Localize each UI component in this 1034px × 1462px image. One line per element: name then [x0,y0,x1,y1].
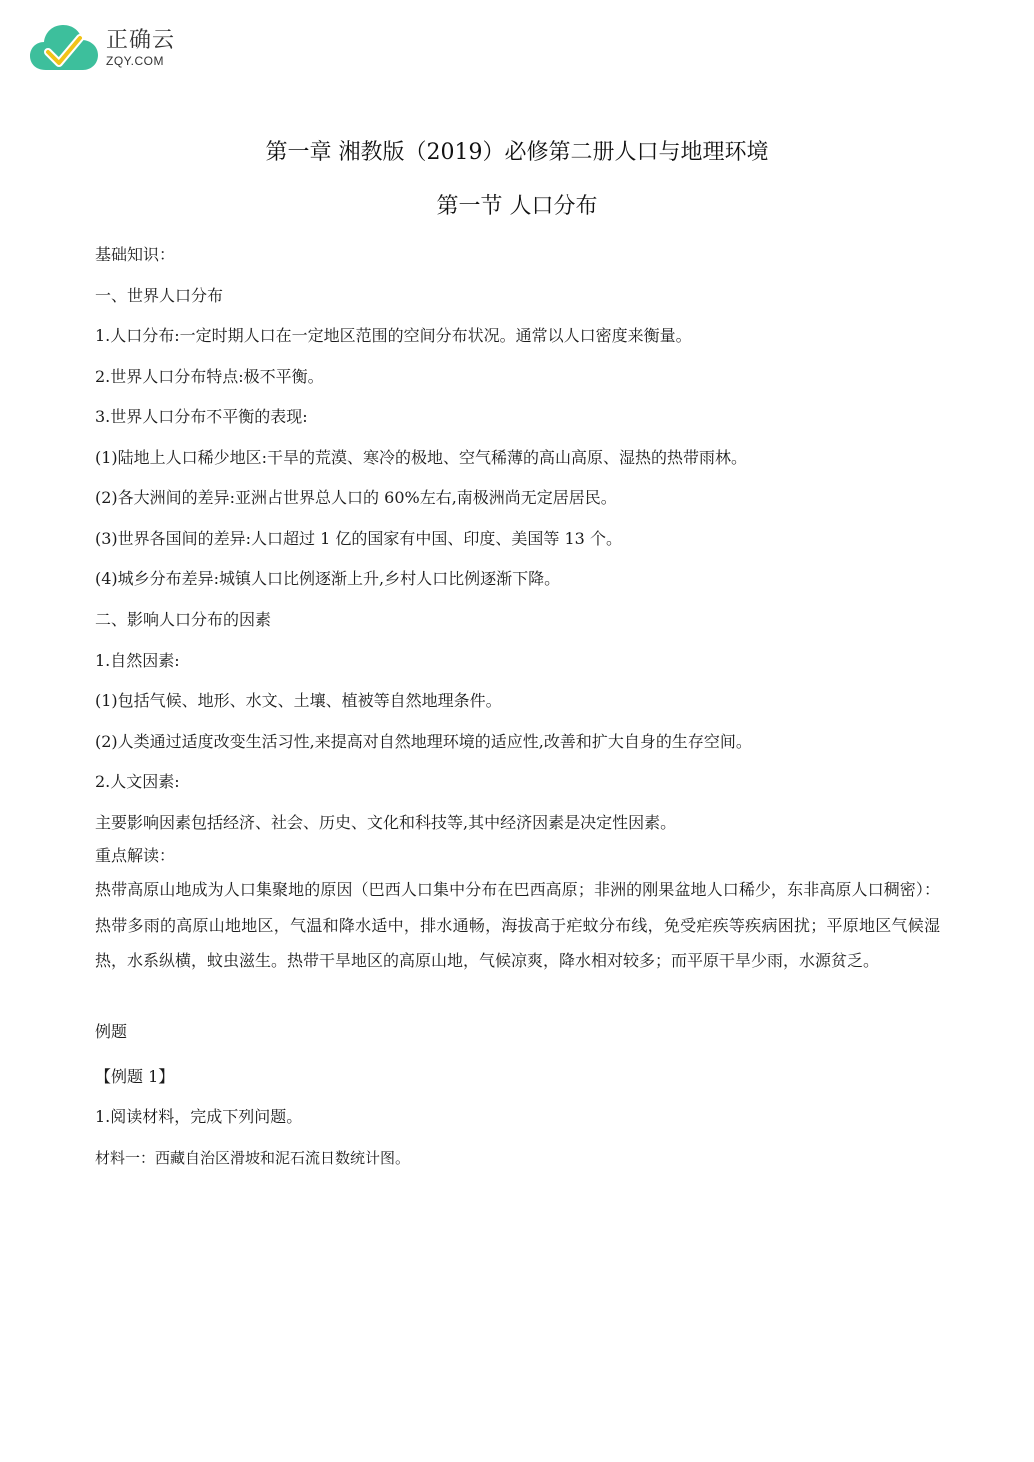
text-line: 2.人文因素: [95,772,180,791]
page-title: 第一章 湘教版（2019）必修第二册人口与地理环境 [265,140,769,165]
text-line: (4)城乡分布差异:城镇人口比例逐渐上升,乡村人口比例逐渐下降。 [95,569,561,588]
text-line: 一、世界人口分布 [95,286,224,305]
material-caption: 材料一：西藏自治区滑坡和泥石流日数统计图。 [95,1149,411,1167]
logo-name: 正确云 [106,27,176,53]
text-line: (1)包括气候、地形、水文、土壤、植被等自然地理条件。 [95,691,502,710]
example-label: 【例题 1】 [95,1067,175,1086]
text-line: 例题 [95,1022,128,1041]
text-line: 重点解读： [95,846,176,865]
text-line: 3.世界人口分布不平衡的表现: [95,407,308,426]
text-line: 二、影响人口分布的因素 [95,610,272,629]
text-line: (2)各大洲间的差异:亚洲占世界总人口的 60%左右,南极洲尚无定居居民。 [95,488,617,507]
text-line: 1.自然因素: [95,651,180,670]
section-title: 第一节 人口分布 [436,194,598,219]
text-line: (3)世界各国间的差异:人口超过 1 亿的国家有中国、印度、美国等 13 个。 [95,529,622,548]
text-line: 基础知识： [95,245,176,264]
logo-url: ZQY.COM [106,53,164,68]
text-line: (2)人类通过适度改变生活习性,来提高对自然地理环境的适应性,改善和扩大自身的生存空间。 [95,732,752,751]
question-text: 1.阅读材料，完成下列问题。 [95,1107,303,1126]
key-point-paragraph: 热带高原山地成为人口集聚地的原因（巴西人口集中分布在巴西高原；非洲的刚果盆地人口稀少，东非高原人口稠密）：热带多雨的高原山地地区，气温和降水适中，排水通畅，海拔高于疟蚊分布线，免受疟疾等疾病困扰；平原地区气候湿热，水系纵横，蚊虫滋生。热带干旱地区的高原山地，气候凉爽，降水相对较多；而平原干旱少雨，水源贫乏。 [95,880,940,970]
text-line: 主要影响因素包括经济、社会、历史、文化和科技等,其中经济因素是决定性因素。 [95,813,677,832]
cloud-check-icon [28,22,100,74]
text-line: 2.世界人口分布特点:极不平衡。 [95,367,324,386]
text-line: (1)陆地上人口稀少地区:干旱的荒漠、寒冷的极地、空气稀薄的高山高原、湿热的热带雨林。 [95,448,748,467]
logo [28,22,175,74]
text-line: 1.人口分布:一定时期人口在一定地区范围的空间分布状况。通常以人口密度来衡量。 [95,326,692,345]
